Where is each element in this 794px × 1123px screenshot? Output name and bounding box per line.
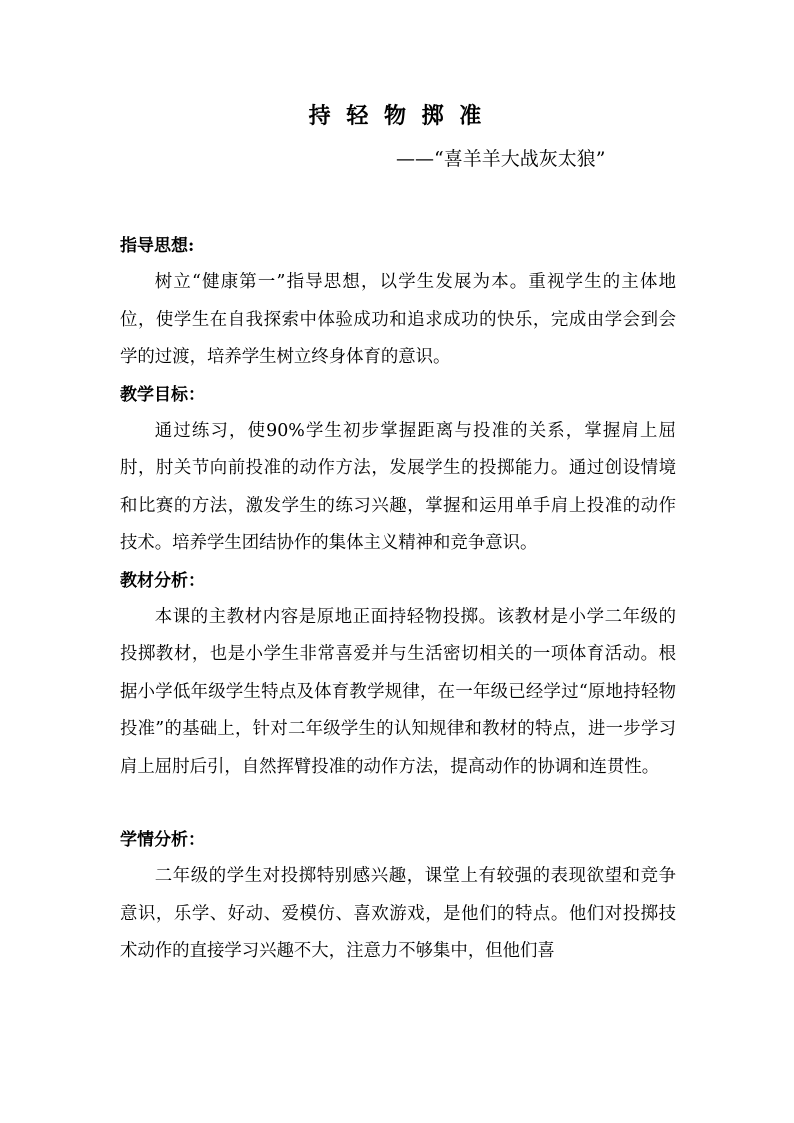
section-guiding-thought bbox=[120, 228, 676, 377]
section-heading: 教材分析： bbox=[120, 570, 205, 591]
section-student-analysis bbox=[120, 822, 676, 971]
document-body bbox=[120, 228, 676, 971]
section-heading: 学情分析： bbox=[120, 830, 205, 850]
section-paragraph: 树立“健康第一”指导思想，以学生发展为本。重视学生的主体地位，使学生在自我探索中体验成功和追求成功的快乐，完成由学会到会学的过渡，培养学生树立终身体育的意识。 bbox=[120, 272, 676, 367]
section-paragraph: 本课的主教材内容是原地正面持轻物投掷。该教材是小学二年级的投掷教材，也是小学生非常喜爱并与生活密切相关的一项体育活动。根据小学低年级学生特点及体育教学规律，在一年级已经学过“原地持轻物投准”的基础上，针对二年级学生的认知规律和教材的特点，进一步学习肩上屈肘后引，自然挥臂投准的动作方法，提高动作的协调和连贯性。 bbox=[120, 606, 676, 777]
section-paragraph: 通过练习，使90%学生初步掌握距离与投准的关系，掌握肩上屈肘，肘关节向前投准的动作方法，发展学生的投掷能力。通过创设情境和比赛的方法，激发学生的练习兴趣，掌握和运用单手肩上投准的动作技术。培养学生团结协作的集体主义精神和竞争意识。 bbox=[120, 420, 676, 553]
section-heading: 教学目标： bbox=[120, 384, 205, 405]
section-paragraph: 二年级的学生对投掷特别感兴趣，课堂上有较强的表现欲望和竞争意识，乐学、好动、爱模仿、喜欢游戏，是他们的特点。他们对投掷技术动作的直接学习兴趣不大，注意力不够集中，但他们喜 bbox=[120, 866, 676, 961]
section-heading: 指导思想: bbox=[120, 236, 195, 256]
document-subtitle: ——“喜羊羊大战灰太狼” bbox=[396, 148, 606, 170]
document-title: 持 轻 物 掷 准 bbox=[308, 103, 486, 129]
section-teaching-goals bbox=[120, 377, 676, 563]
section-material-analysis bbox=[120, 563, 676, 787]
section-spacer bbox=[120, 786, 676, 822]
